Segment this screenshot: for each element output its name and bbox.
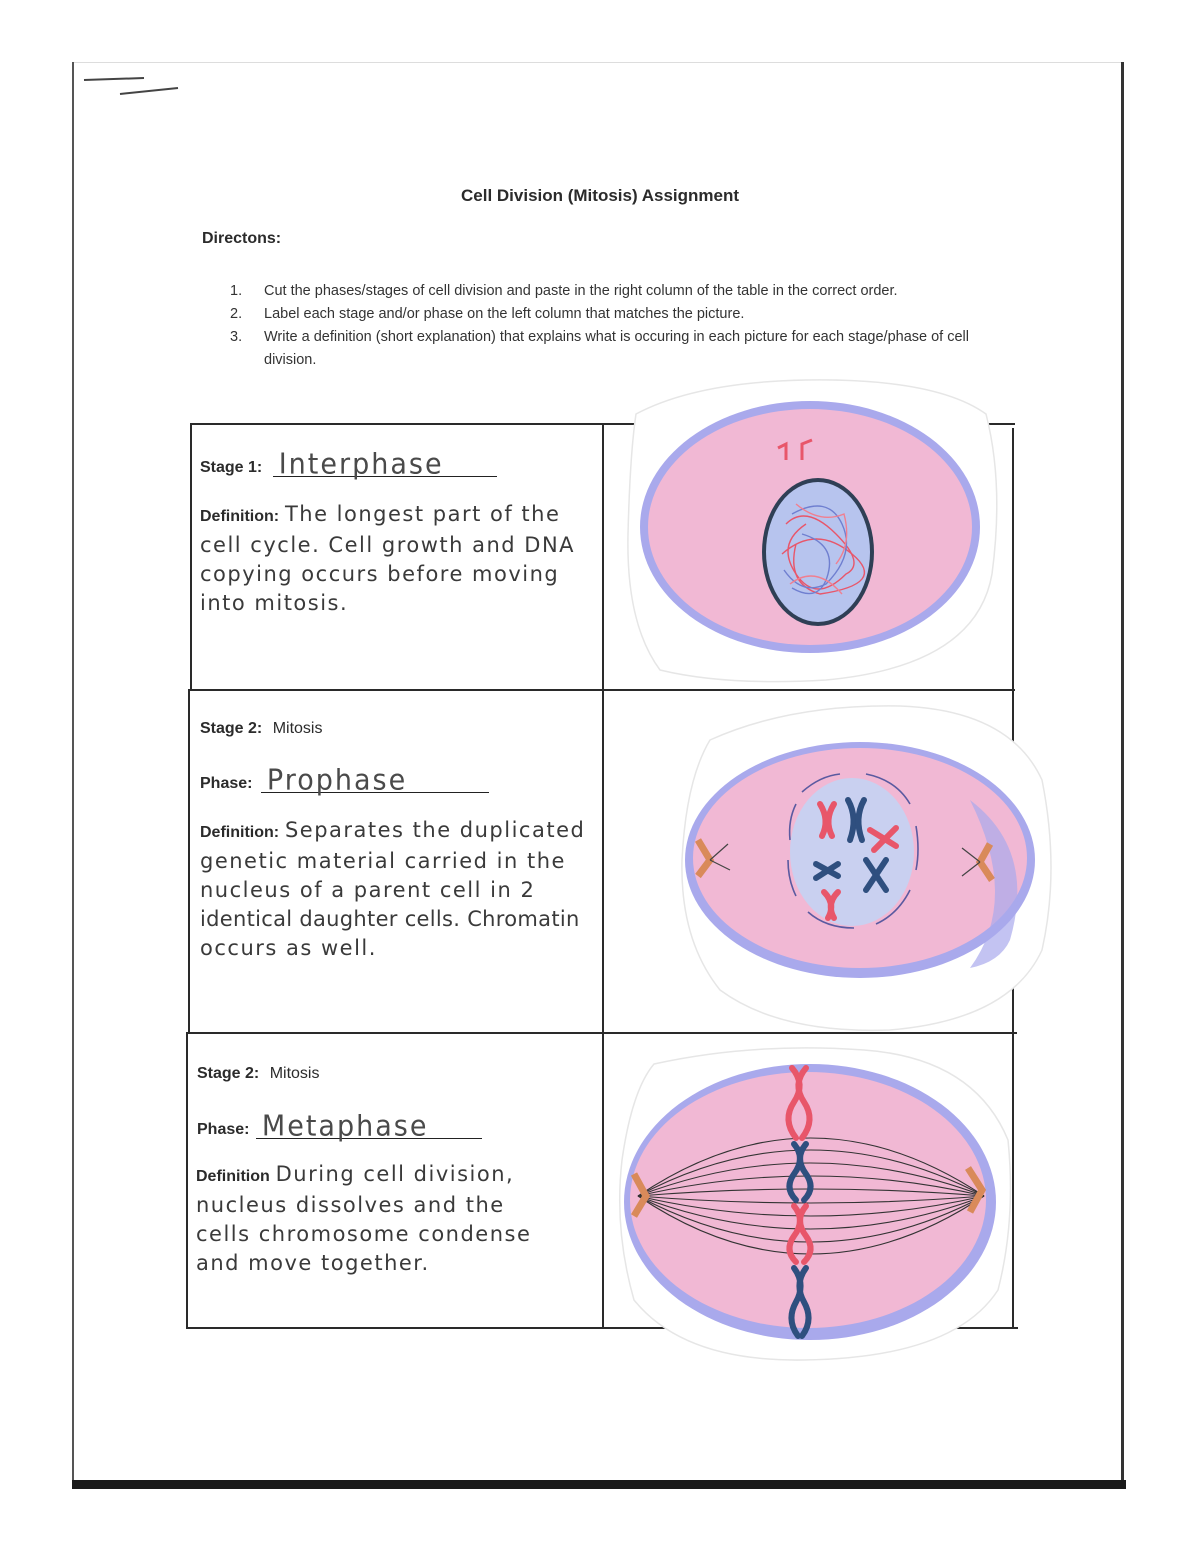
metaphase-cell-image <box>614 1040 1024 1365</box>
phase-line <box>200 764 489 797</box>
phase-answer-blank <box>256 1110 482 1143</box>
stage-2-line <box>197 1065 319 1083</box>
table-border-left <box>188 689 190 1033</box>
definition-line: occurs as well. <box>200 936 377 960</box>
definition-line: genetic material carried in the <box>200 849 566 873</box>
definition-line: copying occurs before moving <box>200 562 560 586</box>
table-border-left <box>186 1032 188 1328</box>
stage-answer-blank <box>273 448 497 481</box>
stage-label: Stage 2: <box>197 1065 260 1082</box>
definition-label: Definition: <box>200 508 280 525</box>
stage-1-line <box>200 448 497 481</box>
table-column-divider <box>602 423 604 1328</box>
direction-text: Cut the phases/stages of cell division and paste in the right column of the table in the correct order. <box>264 283 898 299</box>
stage-label: Stage 1: <box>200 459 263 476</box>
definition-line: identical daughter cells. Chromatin <box>200 907 580 931</box>
definition-line: The longest part of the <box>284 502 561 526</box>
nucleus <box>790 778 914 926</box>
definition-line: nucleus dissolves and the <box>196 1193 505 1217</box>
definition-line: into mitosis. <box>200 591 349 615</box>
stage-2-line <box>200 720 322 738</box>
stage-answer: Interphase <box>278 448 444 481</box>
definition-line: cells chromosome condense <box>196 1222 532 1246</box>
phase-label: Phase: <box>197 1121 250 1138</box>
phase-answer: Metaphase <box>261 1110 429 1143</box>
phase-answer-blank <box>261 764 489 797</box>
definition-line: nucleus of a parent cell in 2 <box>200 878 536 902</box>
directions-heading: Directons: <box>202 230 282 247</box>
definition-block <box>200 816 600 963</box>
phase-label: Phase: <box>200 775 253 792</box>
definition-line: cell cycle. Cell growth and DNA <box>200 533 576 557</box>
nucleus <box>766 482 870 622</box>
direction-text: Label each stage and/or phase on the left column that matches the picture. <box>264 306 745 322</box>
definition-block <box>196 1160 596 1278</box>
stage-label: Stage 2: <box>200 720 263 737</box>
direction-text: Write a definition (short explanation) that explains what is occuring in each picture for each stage/phase of cell division. <box>264 329 969 368</box>
direction-number: 3. <box>230 329 243 345</box>
interphase-cell-image <box>606 374 1016 694</box>
page-title: Cell Division (Mitosis) Assignment <box>460 186 740 205</box>
definition-line: and move together. <box>196 1251 430 1275</box>
stage-value: Mitosis <box>269 1065 320 1082</box>
definition-label: Definition: <box>200 824 280 841</box>
phase-line <box>197 1110 482 1143</box>
definition-line: During cell division, <box>275 1162 515 1186</box>
stage-value: Mitosis <box>272 720 323 737</box>
phase-answer: Prophase <box>266 764 408 797</box>
definition-block <box>200 500 595 618</box>
definition-line: Separates the duplicated <box>284 818 586 842</box>
prophase-cell-image <box>670 700 1060 1040</box>
definition-label: Definition <box>196 1168 270 1185</box>
direction-number: 1. <box>230 283 243 299</box>
direction-number: 2. <box>230 306 243 322</box>
table-border-left <box>190 423 192 690</box>
